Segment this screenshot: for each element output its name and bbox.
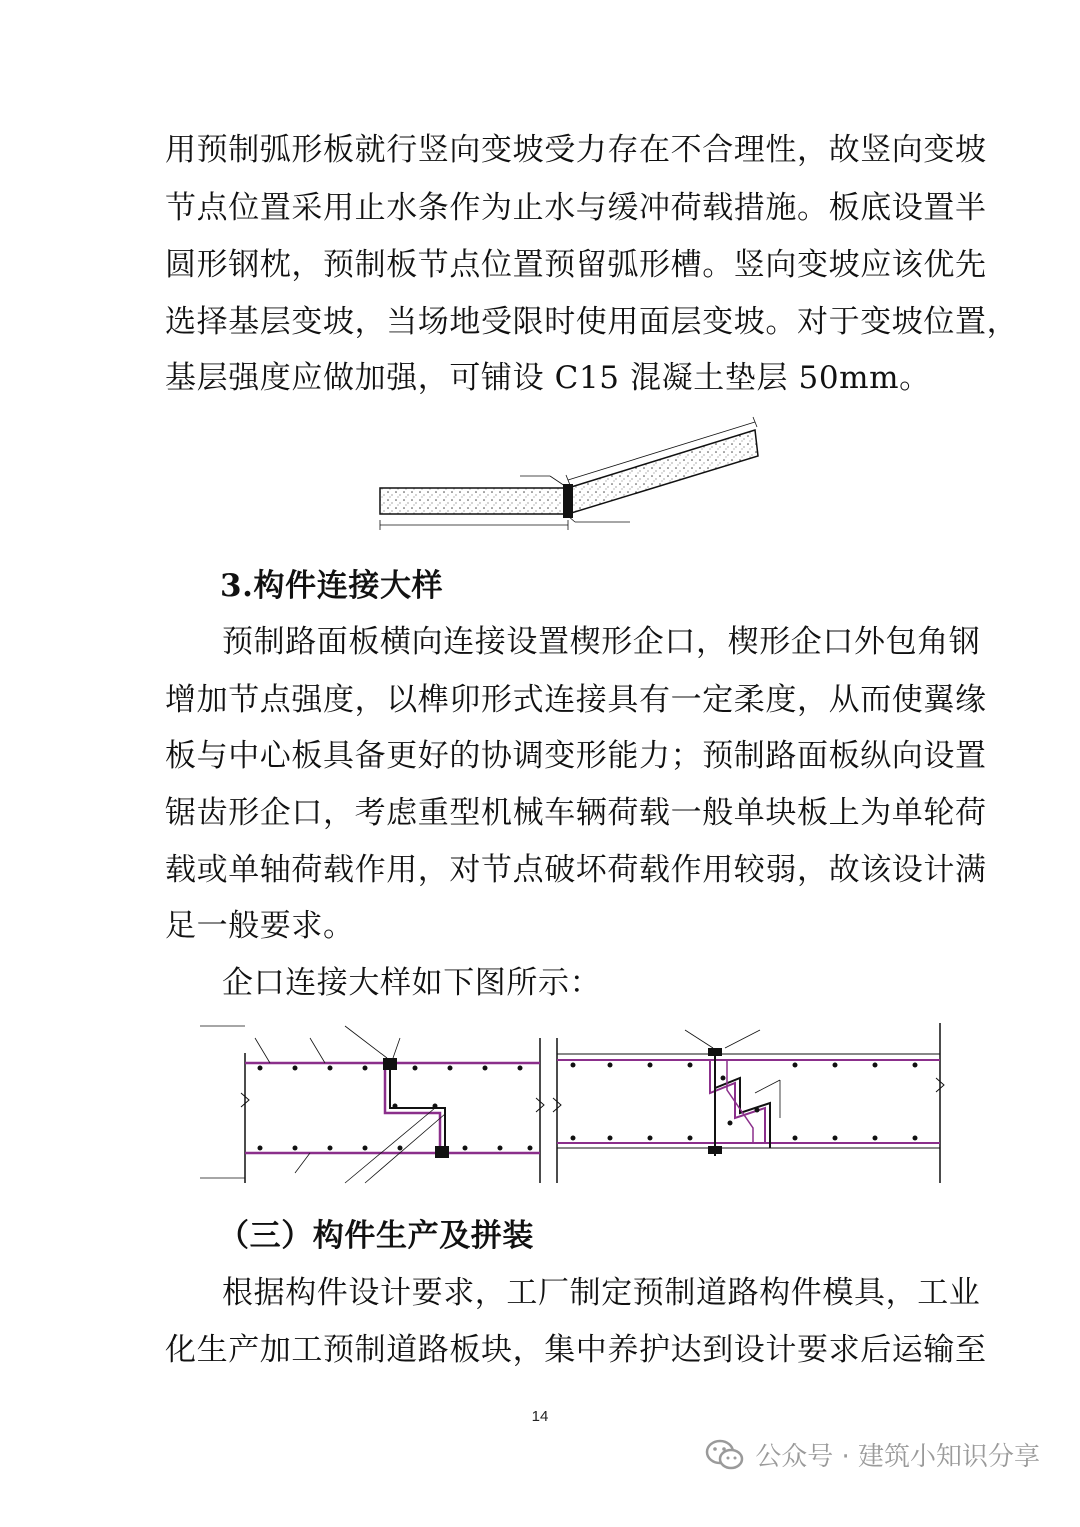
joint-detail-figure: [195, 1018, 945, 1193]
text-line: 板与中心板具备更好的协调变形能力；预制路面板纵向设置: [165, 738, 987, 774]
section-heading: 3.构件连接大样: [220, 568, 444, 604]
text-line: 圆形钢枕，预制板节点位置预留弧形槽。竖向变坡应该优先: [165, 247, 987, 283]
section-heading: （三）构件生产及拼装: [218, 1218, 534, 1254]
text-line: 选择基层变坡，当场地受限时使用面层变坡。对于变坡位置，: [165, 304, 1019, 340]
transverse-wedge-joint: [200, 1026, 544, 1183]
text-line: 基层强度应做加强，可铺设 C15 混凝土垫层 50mm。: [165, 360, 931, 396]
watermark: [705, 1436, 1040, 1473]
text-line: 根据构件设计要求，工厂制定预制道路构件模具，工业: [222, 1275, 981, 1311]
page-number: 14: [531, 1408, 549, 1425]
text-line: 增加节点强度，以榫卯形式连接具有一定柔度，从而使翼缘: [165, 682, 987, 718]
text-line: 足一般要求。: [165, 908, 355, 944]
text-line: 预制路面板横向连接设置楔形企口，楔形企口外包角钢: [222, 624, 981, 660]
figure-caption: 企口连接大样如下图所示：: [222, 965, 602, 1001]
slope-joint-figure: [370, 410, 770, 535]
text-line: 节点位置采用止水条作为止水与缓冲荷载措施。板底设置半: [165, 190, 987, 226]
longitudinal-sawtooth-joint: [553, 1023, 944, 1183]
text-line: 锯齿形企口，考虑重型机械车辆荷载一般单块板上为单轮荷: [165, 795, 987, 831]
text-line: 用预制弧形板就行竖向变坡受力存在不合理性，故竖向变坡: [165, 132, 987, 168]
wechat-icon: [705, 1438, 745, 1472]
text-line: 化生产加工预制道路板块，集中养护达到设计要求后运输至: [165, 1332, 987, 1368]
text-line: 载或单轴荷载作用，对节点破坏荷载作用较弱，故该设计满: [165, 852, 987, 888]
watermark-text: 公众号 · 建筑小知识分享: [755, 1442, 1040, 1472]
